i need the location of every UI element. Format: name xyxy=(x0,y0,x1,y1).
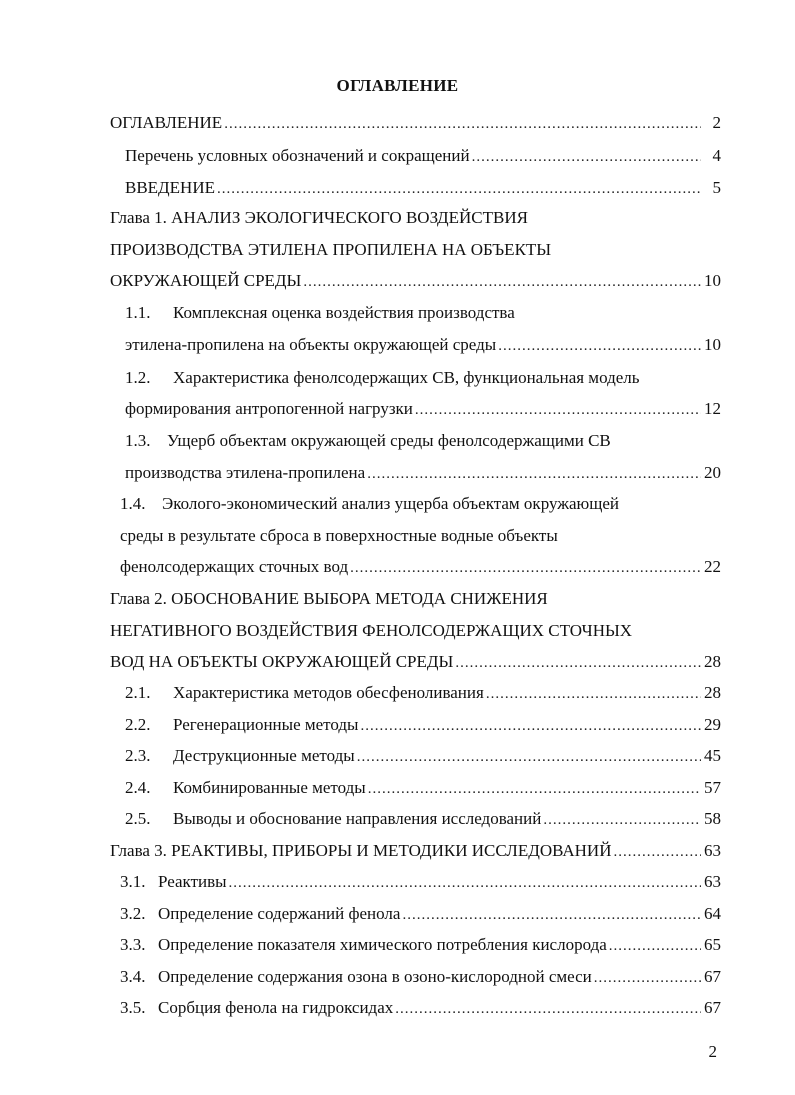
section-number: 2.2. xyxy=(125,715,151,734)
toc-entry-title-line: Глава 1. АНАЛИЗ ЭКОЛОГИЧЕСКОГО ВОЗДЕЙСТВИЯ xyxy=(110,208,528,227)
toc-entry-2-2[interactable] xyxy=(0,712,795,738)
section-number: 3.1. xyxy=(120,872,146,891)
toc-entry-title-line: Комплексная оценка воздействия производства xyxy=(173,303,515,322)
toc-entry[interactable] xyxy=(0,143,795,169)
toc-entry-page: 10 xyxy=(704,335,721,354)
section-number: 1.2. xyxy=(125,368,151,387)
leader-dots xyxy=(367,461,701,486)
toc-entry-title-line: производства этилена-пропилена xyxy=(125,463,366,482)
toc-entry-title-line: формирования антропогенной нагрузки xyxy=(125,399,413,418)
section-number: 1.4. xyxy=(120,494,146,513)
leader-dots xyxy=(229,870,701,895)
toc-entry-title: Определение показателя химического потребления кислорода xyxy=(158,935,607,954)
toc-entry-page: 57 xyxy=(704,778,721,797)
toc-entry-title-line: НЕГАТИВНОГО ВОЗДЕЙСТВИЯ ФЕНОЛСОДЕРЖАЩИХ СТОЧНЫХ xyxy=(110,621,633,640)
toc-entry-page: 4 xyxy=(712,146,721,165)
toc-entry-title-line: среды в результате сброса в поверхностные водные объекты xyxy=(120,526,558,545)
leader-dots xyxy=(498,333,701,358)
toc-entry-title: Регенерационные методы xyxy=(173,715,359,734)
toc-entry-2-1[interactable] xyxy=(0,680,795,706)
toc-entry-title-line: Эколого-экономический анализ ущерба объектам окружающей xyxy=(162,494,619,513)
leader-dots xyxy=(472,144,701,169)
section-number: 3.4. xyxy=(120,967,146,986)
toc-entry-3-3[interactable] xyxy=(0,932,795,958)
toc-entry-title: Характеристика методов обесфеноливания xyxy=(173,683,484,702)
toc-entry-3-2[interactable] xyxy=(0,901,795,927)
toc-entry-title: ВВЕДЕНИЕ xyxy=(125,178,215,197)
section-number: 2.1. xyxy=(125,683,151,702)
toc-entry-page: 10 xyxy=(704,271,721,290)
page-title: ОГЛАВЛЕНИЕ xyxy=(336,76,459,95)
section-number: 1.3. xyxy=(125,431,151,450)
toc-entry-page: 67 xyxy=(704,967,721,986)
toc-entry-page: 2 xyxy=(712,113,721,132)
section-number: 2.4. xyxy=(125,778,151,797)
leader-dots xyxy=(609,933,701,958)
toc-entry-chapter-3[interactable] xyxy=(0,838,795,864)
leader-dots xyxy=(486,681,701,706)
toc-entry-title: Деструкционные методы xyxy=(173,746,355,765)
section-number: 3.2. xyxy=(120,904,146,923)
leader-dots xyxy=(350,555,701,580)
toc-entry-title-line: Ущерб объектам окружающей среды фенолсодержащими СВ xyxy=(167,431,611,450)
toc-entry-title-line: ОКРУЖАЮЩЕЙ СРЕДЫ xyxy=(110,271,302,290)
toc-entry-page: 20 xyxy=(704,463,721,482)
page-number: 2 xyxy=(708,1042,717,1061)
toc-entry-page: 28 xyxy=(704,683,721,702)
toc-entry-title-line: Глава 2. ОБОСНОВАНИЕ ВЫБОРА МЕТОДА СНИЖЕНИЯ xyxy=(110,589,548,608)
leader-dots xyxy=(395,996,701,1021)
leader-dots xyxy=(368,776,701,801)
toc-entry-page: 12 xyxy=(704,399,721,418)
section-number: 2.5. xyxy=(125,809,151,828)
toc-entry-2-3[interactable] xyxy=(0,743,795,769)
section-number: 3.3. xyxy=(120,935,146,954)
toc-entry-title-line: Характеристика фенолсодержащих СВ, функциональная модель xyxy=(173,368,640,387)
section-number: 1.1. xyxy=(125,303,151,322)
toc-entry-title: Комбинированные методы xyxy=(173,778,366,797)
leader-dots xyxy=(455,650,701,675)
toc-entry-page: 63 xyxy=(704,841,721,860)
leader-dots xyxy=(613,839,701,864)
section-number: 3.5. xyxy=(120,998,146,1017)
toc-entry-page: 67 xyxy=(704,998,721,1017)
leader-dots xyxy=(217,176,701,201)
toc-entry-page: 63 xyxy=(704,872,721,891)
leader-dots xyxy=(594,965,701,990)
toc-entry-title: Определение содержаний фенола xyxy=(158,904,401,923)
toc-entry[interactable] xyxy=(0,175,795,201)
toc-entry-page: 29 xyxy=(704,715,721,734)
toc-entry-page: 22 xyxy=(704,557,721,576)
toc-entry-title: Глава 3. РЕАКТИВЫ, ПРИБОРЫ И МЕТОДИКИ ИССЛЕДОВАНИЙ xyxy=(110,841,612,860)
toc-entry-title-line: фенолсодержащих сточных вод xyxy=(120,557,349,576)
toc-entry-page: 64 xyxy=(704,904,721,923)
toc-entry-page: 65 xyxy=(704,935,721,954)
toc-entry-3-5[interactable] xyxy=(0,995,795,1021)
toc-entry-title: Сорбция фенола на гидроксидах xyxy=(158,998,394,1017)
toc-entry-title: Определение содержания озона в озоно-кислородной смеси xyxy=(158,967,592,986)
toc-entry-page: 28 xyxy=(704,652,721,671)
toc-entry-title: ОГЛАВЛЕНИЕ xyxy=(110,113,223,132)
leader-dots xyxy=(224,111,701,136)
toc-entry-title: Перечень условных обозначений и сокращений xyxy=(125,146,470,165)
toc-entry-title: Реактивы xyxy=(158,872,227,891)
toc-entry-page: 5 xyxy=(712,178,721,197)
toc-entry-title-line: ПРОИЗВОДСТВА ЭТИЛЕНА ПРОПИЛЕНА НА ОБЪЕКТЫ xyxy=(110,240,552,259)
toc-entry-3-4[interactable] xyxy=(0,964,795,990)
section-number: 2.3. xyxy=(125,746,151,765)
toc-entry-title-line: этилена-пропилена на объекты окружающей среды xyxy=(125,335,497,354)
leader-dots xyxy=(360,713,701,738)
leader-dots xyxy=(402,902,701,927)
toc-entry-page: 45 xyxy=(704,746,721,765)
toc-entry-2-4[interactable] xyxy=(0,775,795,801)
toc-entry-3-1[interactable] xyxy=(0,869,795,895)
leader-dots xyxy=(415,397,701,422)
leader-dots xyxy=(543,807,701,832)
leader-dots xyxy=(303,269,701,294)
toc-entry-title-line: ВОД НА ОБЪЕКТЫ ОКРУЖАЮЩЕЙ СРЕДЫ xyxy=(110,652,454,671)
leader-dots xyxy=(357,744,701,769)
toc-entry-title: Выводы и обоснование направления исследований xyxy=(173,809,542,828)
toc-entry[interactable] xyxy=(0,110,795,136)
toc-entry-2-5[interactable] xyxy=(0,806,795,832)
toc-entry-page: 58 xyxy=(704,809,721,828)
